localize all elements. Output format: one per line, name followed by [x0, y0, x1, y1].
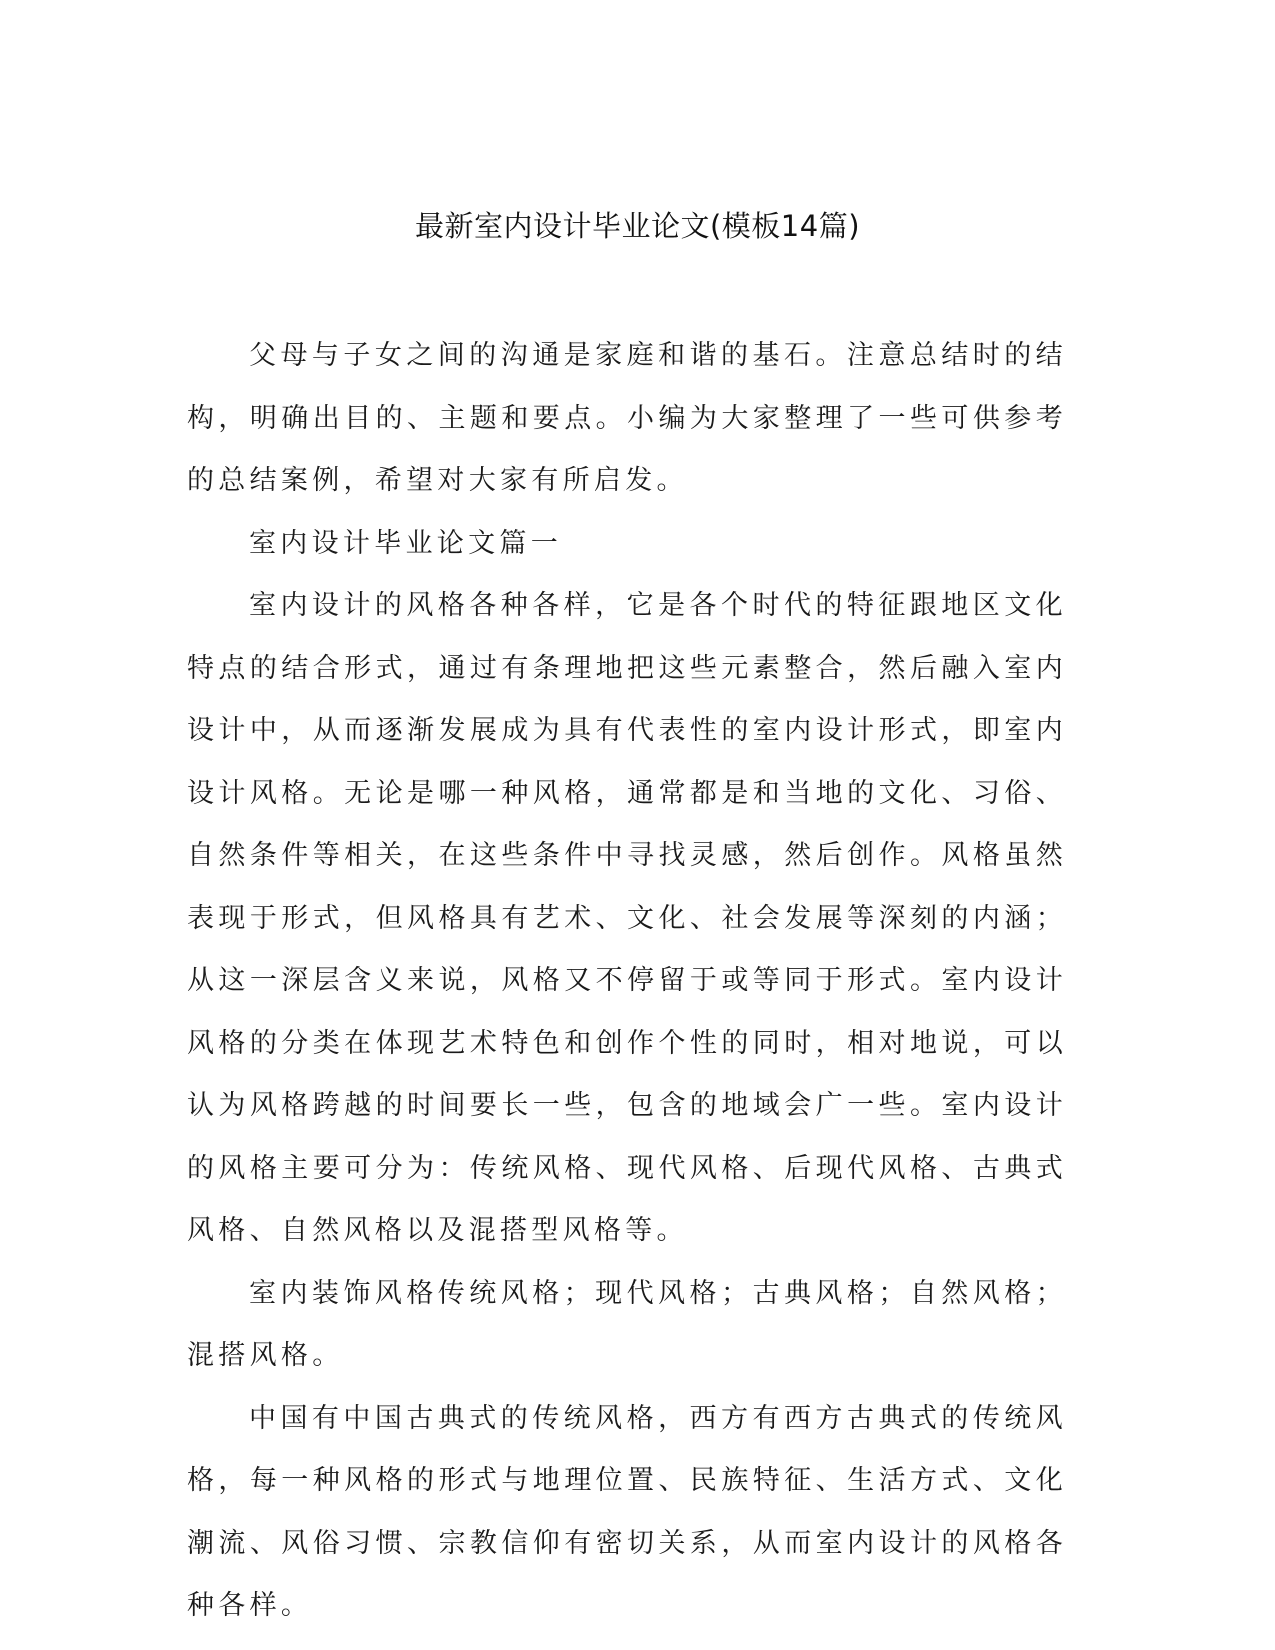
- document-title: 最新室内设计毕业论文(模板14篇): [414, 209, 861, 243]
- section-heading: 室内设计毕业论文篇一: [249, 527, 562, 559]
- body-paragraph: 中国有中国古典式的传统风格，西方有西方古典式的传统风格，每一种风格的形式与地理位置、民族特征、生活方式、文化潮流、风俗习惯、宗教信仰有密切关系，从而室内设计的风格各种各样。: [187, 1402, 1067, 1621]
- body-paragraph: 室内设计的风格各种各样，它是各个时代的特征跟地区文化特点的结合形式，通过有条理地把这些元素整合，然后融入室内设计中，从而逐渐发展成为具有代表性的室内设计形式，即室内设计风格。无论是哪一种风格，通常都是和当地的文化、习俗、自然条件等相关，在这些条件中寻找灵感，然后创作。风格虽然表现于形式，但风格具有艺术、文化、社会发展等深刻的内涵；从这一深层含义来说，风格又不停留于或等同于形式。室内设计风格的分类在体现艺术特色和创作个性的同时，相对地说，可以认为风格跨越的时间要长一些，包含的地域会广一些。室内设计的风格主要可分为：传统风格、现代风格、后现代风格、古典式风格、自然风格以及混搭型风格等。: [187, 590, 1067, 1246]
- body-paragraph: 室内装饰风格传统风格；现代风格；古典风格；自然风格；混搭风格。: [187, 1277, 1067, 1371]
- intro-paragraph: 父母与子女之间的沟通是家庭和谐的基石。注意总结时的结构，明确出目的、主题和要点。小编为大家整理了一些可供参考的总结案例，希望对大家有所启发。: [187, 340, 1067, 496]
- document-body: [187, 325, 1067, 1638]
